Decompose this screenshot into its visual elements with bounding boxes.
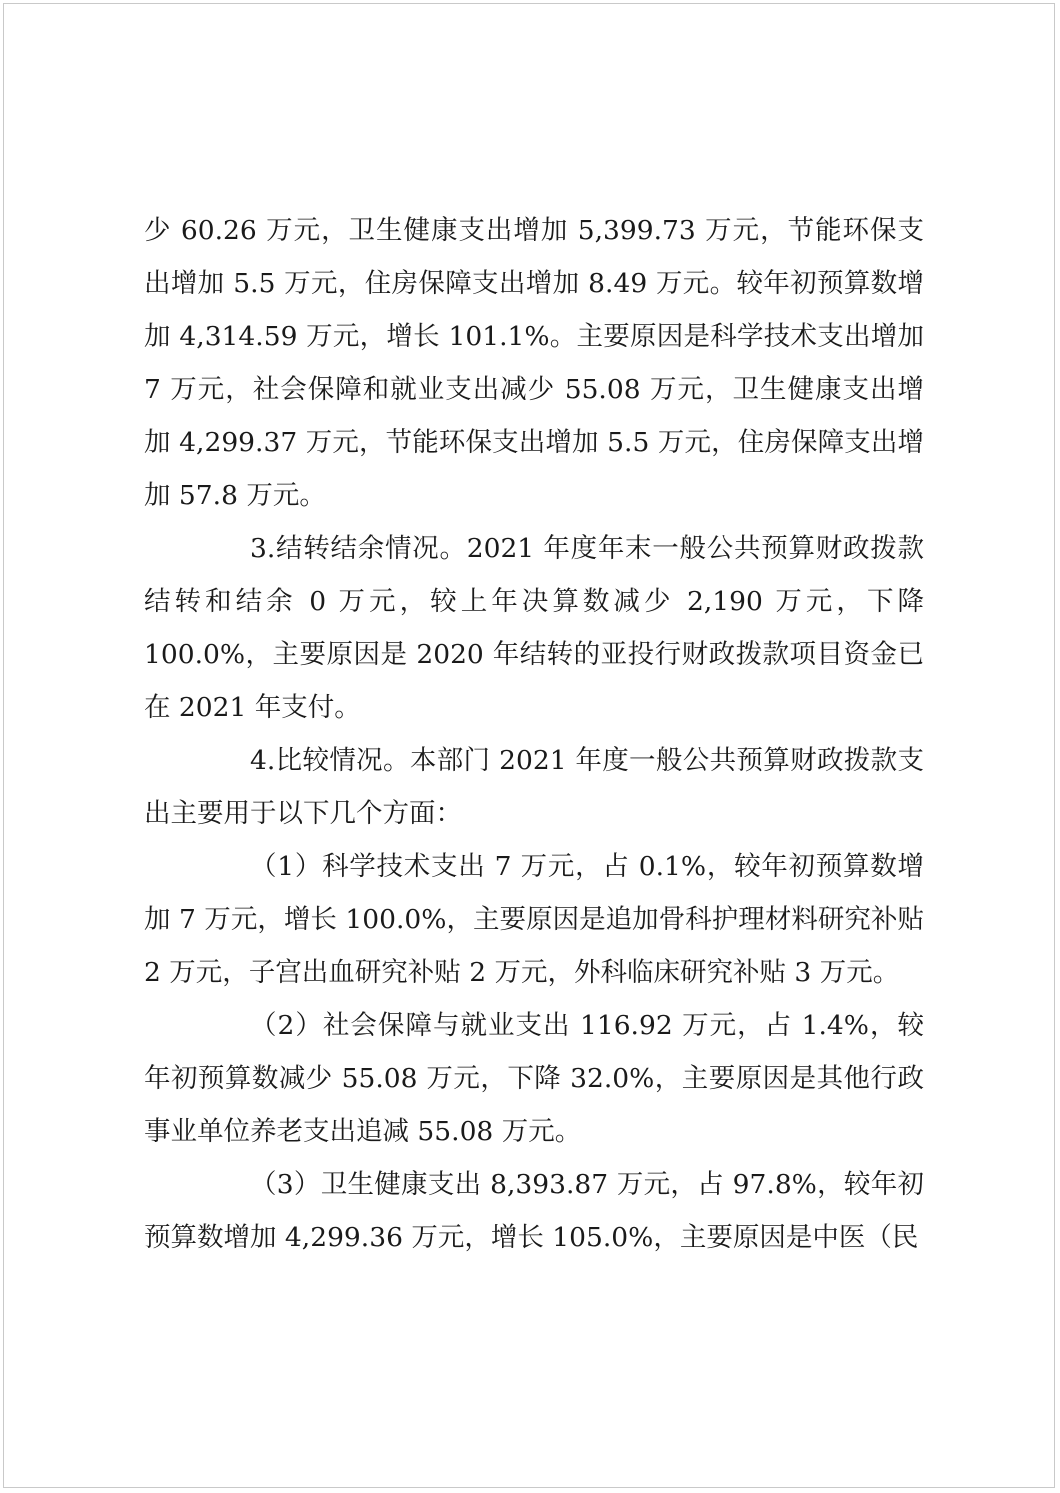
document-body [144, 204, 924, 1264]
paragraph-science-tech: （1）科学技术支出 7 万元，占 0.1%，较年初预算数增加 7 万元，增长 100.0%，主要原因是追加骨科护理材料研究补贴 2 万元，子宫出血研究补贴 2 万元，外科临床研究补贴 3 万元。 [144, 851, 924, 988]
paragraph-health: （3）卫生健康支出 8,393.87 万元，占 97.8%，较年初预算数增加 4,299.36 万元，增长 105.0%，主要原因是中医（民 [144, 1169, 924, 1253]
paragraph-social-security: （2）社会保障与就业支出 116.92 万元，占 1.4%，较年初预算数减少 55.08 万元，下降 32.0%，主要原因是其他行政事业单位养老支出追减 55.08 万元。 [144, 1010, 924, 1147]
paragraph-carryover-balance: 3.结转结余情况。2021 年度年末一般公共预算财政拨款结转和结余 0 万元，较上年决算数减少 2,190 万元，下降 100.0%，主要原因是 2020 年结转的亚投行财政拨款项目资金已在 2021 年支付。 [144, 533, 924, 723]
paragraph-continuation: 少 60.26 万元，卫生健康支出增加 5,399.73 万元，节能环保支出增加 5.5 万元，住房保障支出增加 8.49 万元。较年初预算数增加 4,314.59 万元，增长 101.1%。主要原因是科学技术支出增加 7 万元，社会保障和就业支出减少 55.08 万元，卫生健康支出增加 4,299.37 万元，节能环保支出增加 5.5 万元，住房保障支出增加 57.8 万元。 [144, 215, 924, 511]
document-page [3, 3, 1055, 1488]
paragraph-comparison: 4.比较情况。本部门 2021 年度一般公共预算财政拨款支出主要用于以下几个方面： [144, 745, 924, 829]
